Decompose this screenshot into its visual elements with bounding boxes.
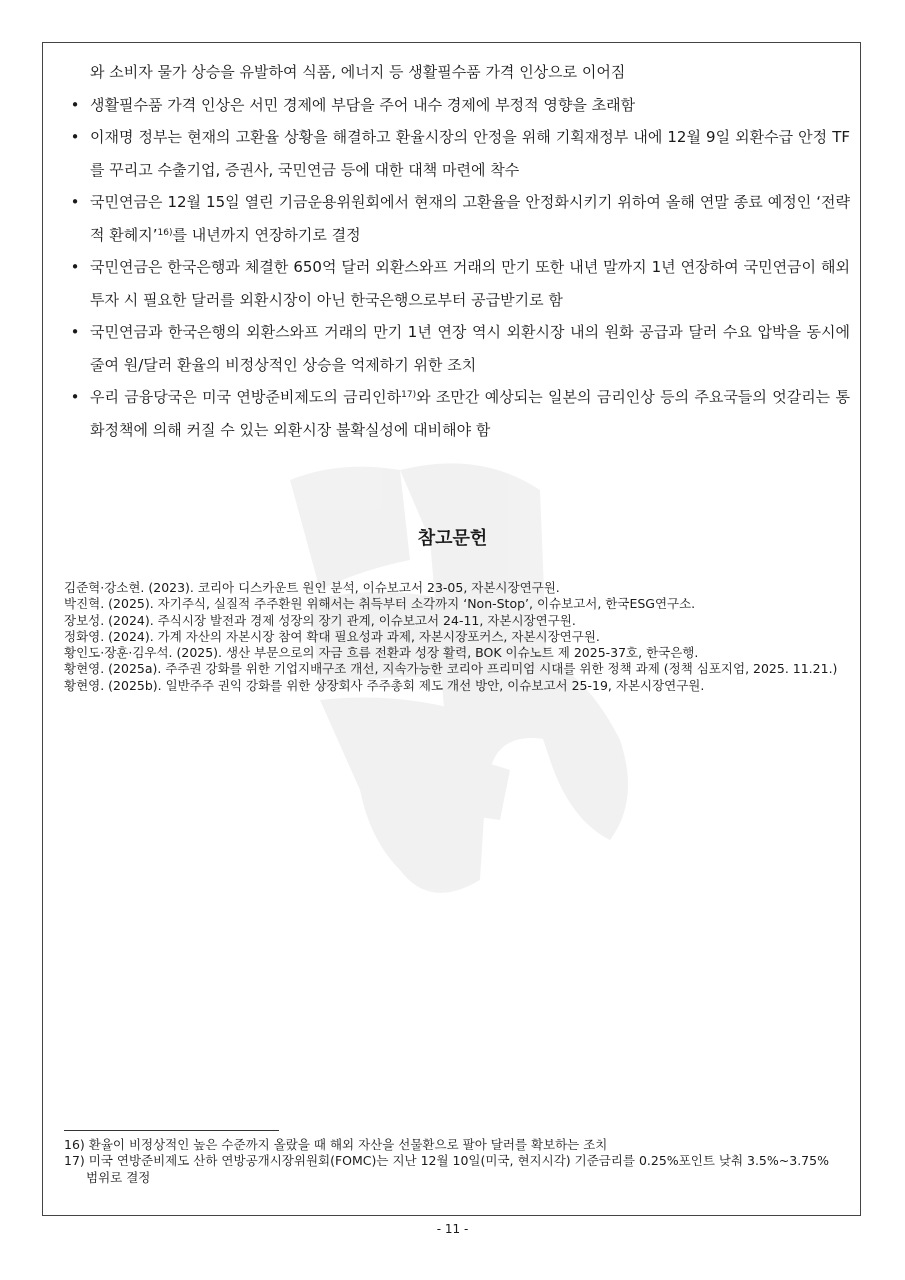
reference-item: 장보성. (2024). 주식시장 발전과 경제 성장의 장기 관계, 이슈보고서 24-11, 자본시장연구원. [64,612,576,628]
bullet-continuation: 와 소비자 물가 상승을 유발하여 식품, 에너지 등 생활필수품 가격 인상으로 이어짐 [90,63,626,81]
footnote-16: 16) 환율이 비정상적인 높은 수준까지 올랐을 때 해외 자산을 선물환으로 팔아 달러를 확보하는 조치 [64,1137,608,1152]
bullet-item: • 국민연금은 12월 15일 열린 기금운용위원회에서 현재의 고환율을 안정화시키기 위하여 올해 연말 종료 예정인 ‘전략적 환헤지’$^{16)}$를 내년까지 연장하기로 결정 [60,186,850,251]
bullet-dot: • [70,128,80,146]
footnote-ref-17[interactable]: 17) [401,390,417,400]
references-title: 참고문헌 [417,528,488,549]
reference-item: 정화영. (2024). 가계 자산의 자본시장 참여 확대 필요성과 과제, 자본시장포커스, 자본시장연구원. [64,628,600,644]
page-number: - 11 - [436,1222,469,1236]
bullet-item: • 국민연금은 한국은행과 체결한 650억 달러 외환스와프 거래의 만기 또한 내년 말까지 1년 연장하여 국민연금이 해외투자 시 필요한 달러를 외환시장이 아닌 한국은행으로부터 공급받기로 함 [60,251,850,316]
footnotes [64,1137,844,1186]
bullet-dot: • [70,258,80,276]
footnote-17: 17) 미국 연방준비제도 산하 연방공개시장위원회(FOMC)는 지난 12월 10일(미국, 현지시각) 기준금리를 0.25%포인트 낮춰 3.5%~3.75% 범위로 결정 [64,1153,829,1185]
reference-item: 박진혁. (2025). 자기주식, 실질적 주주환원 위해서는 취득부터 소각까지 ‘Non-Stop’, 이슈보고서, 한국ESG연구소. [64,596,696,612]
bullet-item: • 생활필수품 가격 인상은 서민 경제에 부담을 주어 내수 경제에 부정적 영향을 초래함 [60,89,850,122]
bullet-item: • 국민연금과 한국은행의 외환스와프 거래의 만기 1년 연장 역시 외환시장 내의 원화 공급과 달러 수요 압박을 동시에 줄여 원/달러 환율의 비정상적인 상승을 억제하기 위한 조치 [60,316,850,381]
bullet-list [60,56,850,446]
reference-item: 황현영. (2025b). 일반주주 권익 강화를 위한 상장회사 주주총회 제도 개선 방안, 이슈보고서 25-19, 자본시장연구원. [64,677,705,693]
references-list [64,580,844,694]
bullet-dot: • [70,193,80,211]
reference-item: 황현영. (2025a). 주주권 강화를 위한 기업지배구조 개선, 지속가능한 코리아 프리미엄 시대를 위한 정책 과제 (정책 심포지엄, 2025. 11.21.) [64,661,838,677]
bullet-item: • 이재명 정부는 현재의 고환율 상황을 해결하고 환율시장의 안정을 위해 기획재정부 내에 12월 9일 외환수급 안정 TF를 꾸리고 수출기업, 증권사, 국민연금 등에 대한 대책 마련에 착수 [60,121,850,186]
bullet-item: • 우리 금융당국은 미국 연방준비제도의 금리인하$^{17)}$와 조만간 예상되는 일본의 금리인상 등의 주요국들의 엇갈리는 통화정책에 의해 커질 수 있는 외환시장 불확실성에 대비해야 함 [60,381,850,446]
footnote-divider [64,1130,279,1131]
reference-item: 김준혁·강소현. (2023). 코리아 디스카운트 원인 분석, 이슈보고서 23-05, 자본시장연구원. [64,580,560,595]
bullet-dot: • [70,95,80,114]
footnote-ref-16[interactable]: 16) [157,227,173,238]
bullet-dot: • [70,323,80,341]
reference-item: 황인도·장훈·김우석. (2025). 생산 부문으로의 자금 흐름 전환과 성장 활력, BOK 이슈노트 제 2025-37호, 한국은행. [64,645,699,661]
bullet-dot: • [70,388,80,406]
